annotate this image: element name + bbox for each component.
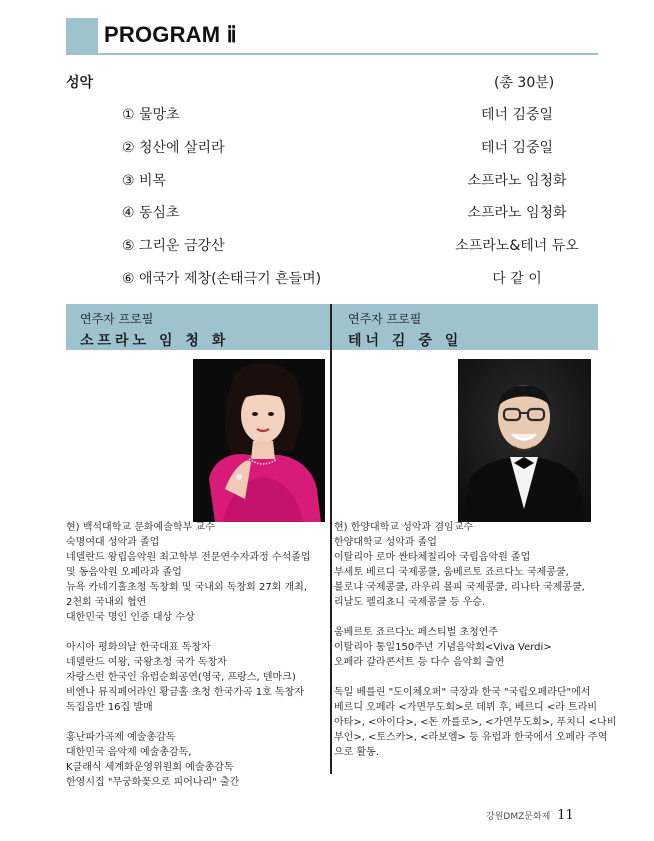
bio-line: 이탈리아 로마 싼타체칠리아 국립음악원 졸업: [334, 552, 531, 563]
program-item-title: ④ 동심초: [122, 205, 180, 221]
program-item-title: ② 청산에 살리라: [122, 140, 225, 156]
bio-line: 부인>, <토스카>, <라보엠> 등 유럽과 한국에서 오페라 주역: [334, 732, 608, 743]
program-item-performer: 소프라노 임청화: [467, 173, 567, 189]
bio-line: 이탈리아 통일150주년 기념음악회<Viva Verdi>: [334, 642, 552, 653]
bio-line: 비엔나 뮤직페어라인 황금홀 초청 한국가곡 1호 독창자: [66, 687, 304, 698]
bio-line: 한양대학교 성악과 졸업: [334, 537, 437, 548]
profile-label: 연주자 프로필: [348, 312, 422, 326]
soprano-bio: [66, 520, 328, 790]
profile-name: 소프라노 임 청 화: [80, 333, 230, 349]
bio-line: 리날도 펠리쵸니 국제콩쿨 등 우승.: [334, 597, 486, 608]
bio-line: 네델란드 여왕, 국왕초청 국가 독창자: [66, 657, 227, 668]
bio-line: 볼로냐 국제콩쿨, 라우리 볼피 국제콩쿨, 리나타 국제콩쿨,: [334, 582, 585, 593]
bio-line: 독일 베를린 "도이체오퍼" 극장과 한국 "국립오페라단"에서: [334, 687, 591, 698]
bio-line: 대한민국 음악제 예술총감독,: [66, 747, 192, 758]
program-item: [122, 235, 592, 259]
tenor-bio: [334, 520, 617, 760]
tenor-portrait: [458, 359, 591, 522]
profile-header-left: [80, 310, 229, 350]
program-item-performer: 소프라노&테너 듀오: [455, 238, 579, 254]
bio-line: 홍난파가곡제 예술총감독: [66, 732, 176, 743]
bio-spacer: [66, 625, 328, 640]
soprano-portrait: [193, 359, 325, 522]
program-item-title: ⑥ 애국가 제창(손태극기 흔들며): [122, 271, 322, 287]
bio-line: 아시아 평화의날 한국대표 독창자: [66, 642, 211, 653]
program-item: [122, 137, 592, 161]
program-item: [122, 104, 592, 128]
column-divider: [330, 304, 332, 774]
profile-name: 테너 김 중 일: [348, 333, 463, 349]
bio-line: 오페라 갈라콘서트 등 다수 음악회 출연: [334, 657, 505, 668]
section-total-duration: (총 30분): [494, 75, 555, 91]
bio-line: 아타>, <아이다>, <돈 까를로>, <가면무도회>, 푸치니 <나비: [334, 717, 617, 728]
bio-line: 자랑스런 한국인 유럽순회공연(영국, 프랑스, 덴마크): [66, 672, 296, 683]
header-accent-block: [66, 18, 98, 54]
bio-line: 현) 백석대학교 문화예술학부 교수: [66, 522, 215, 533]
profile-header-band: [66, 304, 598, 350]
program-item-performer: 테너 김중일: [480, 140, 554, 156]
program-item-title: ⑤ 그리운 금강산: [122, 238, 225, 254]
publication-name: 강원DMZ문화제: [486, 812, 551, 822]
bio-line: 현) 한양대학교 성악과 겸임교수: [334, 522, 474, 533]
header-rule: [66, 53, 598, 55]
profile-header-right: [348, 310, 462, 350]
bio-line: 으로 활동.: [334, 747, 379, 758]
bio-spacer: [334, 670, 598, 685]
bio-line: 및 동음악원 오페라과 졸업: [66, 567, 182, 578]
page-footer: [486, 808, 574, 823]
program-item-performer: 테너 김중일: [480, 107, 554, 123]
bio-line: 뉴욕 카네기홀초청 독창회 및 국내외 독창회 27회 개최,: [66, 582, 308, 593]
bio-line: 2천회 국내외 협연: [66, 597, 147, 608]
bio-spacer: [334, 610, 598, 625]
program-item-performer: 소프라노 임청화: [467, 205, 567, 221]
bio-line: 독집음반 16집 발매: [66, 702, 153, 713]
program-item-title: ③ 비목: [122, 173, 167, 189]
program-item-performer: 다 같 이: [492, 271, 542, 287]
profile-label: 연주자 프로필: [80, 312, 154, 326]
bio-line: 한영시집 "무궁화꽃으로 피어나리" 출간: [66, 777, 240, 788]
bio-line: K클래식 세계화운영위원회 예술총감독: [66, 762, 234, 773]
bio-line: 대한민국 명인 인증 대상 수상: [66, 612, 195, 623]
bio-line: 베르디 오페라 <가면무도회>로 데뷔 후, 베르디 <라 트라비: [334, 702, 598, 713]
program-item: [122, 202, 592, 226]
program-item: [122, 170, 592, 194]
page-title: PROGRAM ⅱ: [104, 22, 237, 47]
bio-spacer: [66, 715, 328, 730]
page-number: 11: [557, 808, 574, 823]
program-item-title: ① 물망초: [122, 107, 180, 123]
bio-line: 움베르토 죠르다노 페스티벌 초청연주: [334, 627, 499, 638]
bio-line: 네델란드 왕립음악원 최고학부 전문연수자과정 수석졸업: [66, 552, 311, 563]
bio-line: 숙명여대 성악과 졸업: [66, 537, 160, 548]
bio-line: 부세토 베르디 국제콩쿨, 움베르토 죠르다노 국제콩쿨,: [334, 567, 569, 578]
section-label: 성악: [66, 75, 94, 91]
program-item: [122, 268, 592, 292]
